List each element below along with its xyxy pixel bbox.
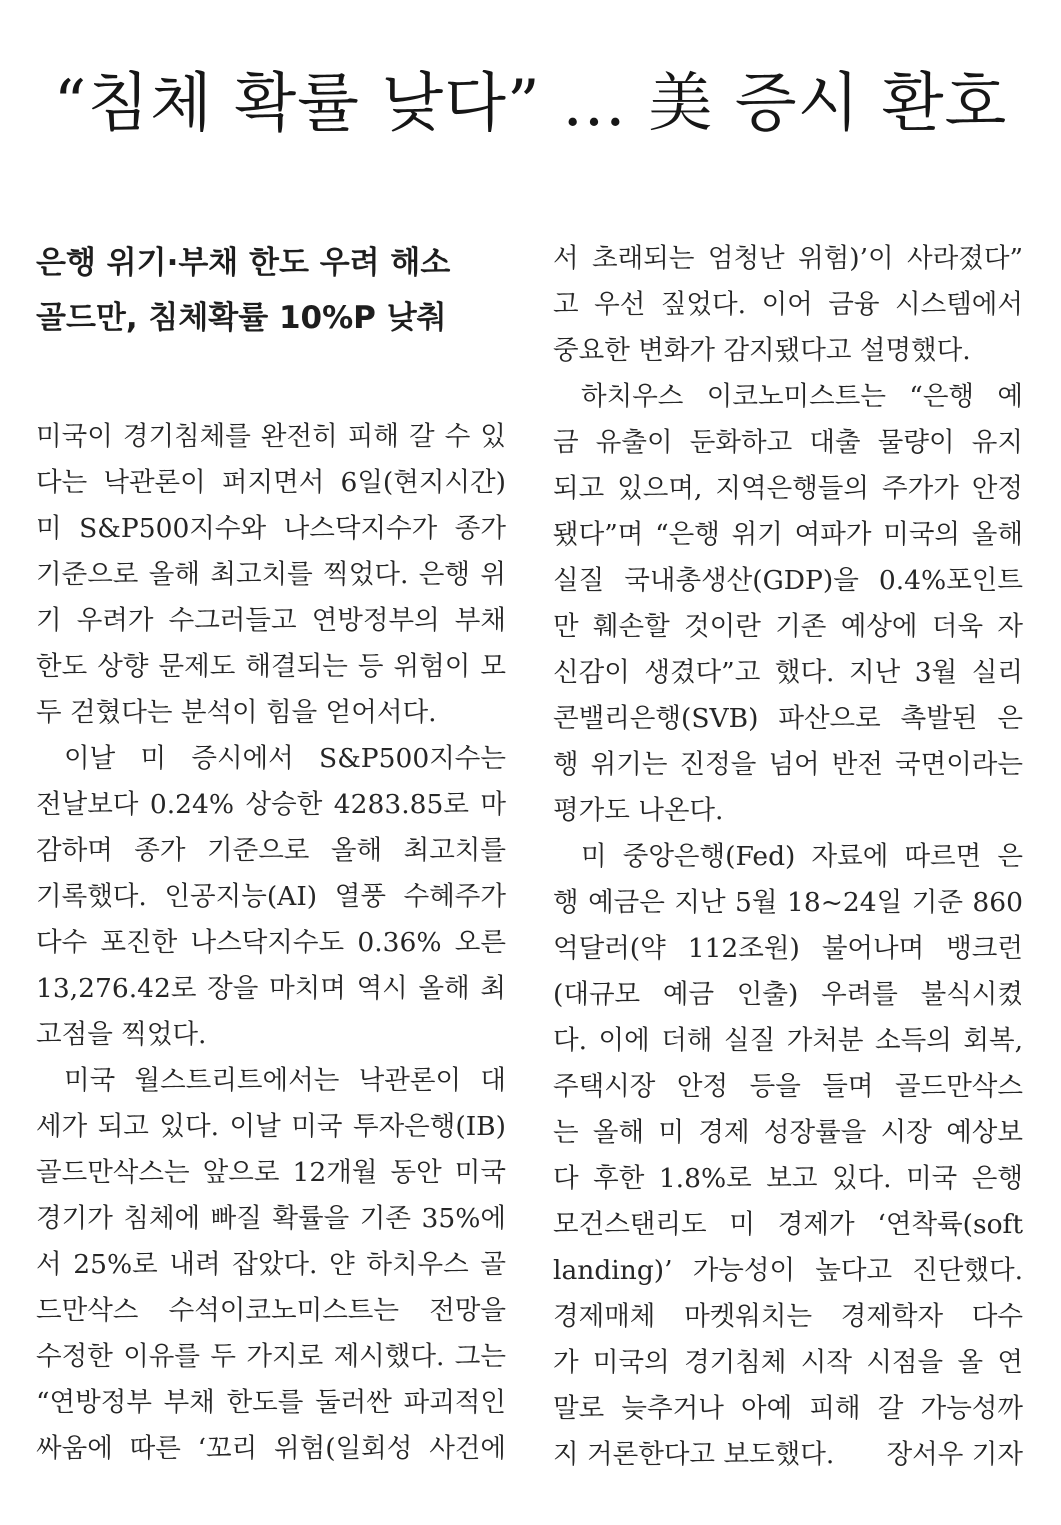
body-text-line: 미국이 경기침체를 완전히 피해 갈 수 있 <box>36 421 506 452</box>
subheadline-line: 골드만, 침체확률 10%P 낮춰 <box>36 300 447 336</box>
body-text-line: 다 후한 1.8%로 보고 있다. 미국 은행 <box>553 1163 1023 1194</box>
body-text-line: 다수 포진한 나스닥지수도 0.36% 오른 <box>36 927 506 958</box>
body-text-line: 한도 상향 문제도 해결되는 등 위험이 모 <box>36 651 506 682</box>
body-text-line: 고 우선 짚었다. 이어 금융 시스템에서 <box>553 289 1023 320</box>
body-text-line: “연방정부 부채 한도를 둘러싼 파괴적인 <box>36 1387 506 1418</box>
body-text-line: 기 우려가 수그러들고 연방정부의 부채 <box>36 605 506 636</box>
body-text-line: 만 훼손할 것이란 기존 예상에 더욱 자 <box>553 611 1023 642</box>
body-text-line: 감하며 종가 기준으로 올해 최고치를 <box>36 835 506 866</box>
subheadline-line: 은행 위기·부채 한도 우려 해소 <box>36 245 451 281</box>
body-text-line: 이날 미 증시에서 S&P500지수는 <box>64 743 506 774</box>
body-text-line: 기준으로 올해 최고치를 찍었다. 은행 위 <box>36 559 506 590</box>
body-text-line: 13,276.42로 장을 마치며 역시 올해 최 <box>36 973 506 1004</box>
body-text-line: 경기가 침체에 빠질 확률을 기존 35%에 <box>36 1203 506 1234</box>
body-text-line: 행 위기는 진정을 넘어 반전 국면이라는 <box>553 749 1023 780</box>
article-body-left-column <box>36 414 506 1472</box>
body-text-line: 주택시장 안정 등을 들며 골드만삭스 <box>553 1071 1023 1102</box>
byline: 장서우 기자 <box>886 1439 1023 1470</box>
body-text-line: 수정한 이유를 두 가지로 제시했다. 그는 <box>36 1341 506 1372</box>
body-text-line: 가 미국의 경기침체 시작 시점을 올 연 <box>553 1347 1023 1378</box>
body-text-line: 전날보다 0.24% 상승한 4283.85로 마 <box>36 789 506 820</box>
body-text-line: 하치우스 이코노미스트는 “은행 예 <box>581 381 1023 412</box>
body-text-line: 고점을 찍었다. <box>36 1019 207 1050</box>
body-text-line <box>553 1432 1023 1478</box>
headline: “침체 확률 낮다” … 美 증시 환호 <box>53 67 1008 141</box>
body-text-line: 서 25%로 내려 잡았다. 얀 하치우스 골 <box>36 1249 506 1280</box>
body-text-line: 중요한 변화가 감지됐다고 설명했다. <box>553 335 971 366</box>
body-text-line: 다. 이에 더해 실질 가처분 소득의 회복, <box>553 1025 1023 1056</box>
body-text-line: 콘밸리은행(SVB) 파산으로 촉발된 은 <box>553 703 1023 734</box>
body-text-line: 미 S&P500지수와 나스닥지수가 종가 <box>36 513 506 544</box>
subheadline <box>36 236 516 346</box>
body-text-line: 골드만삭스는 앞으로 12개월 동안 미국 <box>36 1157 506 1188</box>
body-text-line: 는 올해 미 경제 성장률을 시장 예상보 <box>553 1117 1023 1148</box>
body-text-line: 금 유출이 둔화하고 대출 물량이 유지 <box>553 427 1023 458</box>
body-text-line: 미 중앙은행(Fed) 자료에 따르면 은 <box>581 841 1023 872</box>
body-text-line: 실질 국내총생산(GDP)을 0.4%포인트 <box>553 565 1023 596</box>
body-text-line: 평가도 나온다. <box>553 795 724 826</box>
body-text-line: 경제매체 마켓워치는 경제학자 다수 <box>553 1301 1023 1332</box>
body-text: 지 거론한다고 보도했다. <box>553 1439 835 1470</box>
body-text-line: 서 초래되는 엄청난 위험)’이 사라졌다” <box>553 243 1023 274</box>
body-text-line: 드만삭스 수석이코노미스트는 전망을 <box>36 1295 506 1326</box>
body-text-line: 싸움에 따른 ‘꼬리 위험(일회성 사건에 <box>36 1433 506 1464</box>
body-text-line: 되고 있으며, 지역은행들의 주가가 안정 <box>553 473 1023 504</box>
body-text-line: 신감이 생겼다”고 했다. 지난 3월 실리 <box>553 657 1023 688</box>
body-text-line: 다는 낙관론이 퍼지면서 6일(현지시간) <box>36 467 506 498</box>
body-text-line: 됐다”며 “은행 위기 여파가 미국의 올해 <box>553 519 1023 550</box>
body-text-line: 말로 늦추거나 아예 피해 갈 가능성까 <box>553 1393 1023 1424</box>
body-text-line: landing)’ 가능성이 높다고 진단했다. <box>553 1255 1023 1286</box>
body-text-line: (대규모 예금 인출) 우려를 불식시켰 <box>553 979 1023 1010</box>
body-text-line: 모건스탠리도 미 경제가 ‘연착륙(soft <box>553 1209 1023 1240</box>
body-text-line: 억달러(약 112조원) 불어나며 뱅크런 <box>553 933 1023 964</box>
body-text-line: 세가 되고 있다. 이날 미국 투자은행(IB) <box>36 1111 506 1142</box>
body-text-line: 미국 월스트리트에서는 낙관론이 대 <box>64 1065 506 1096</box>
body-text-line: 기록했다. 인공지능(AI) 열풍 수혜주가 <box>36 881 506 912</box>
body-text-line: 행 예금은 지난 5월 18~24일 기준 860 <box>553 887 1023 918</box>
body-text-line: 두 걷혔다는 분석이 힘을 얻어서다. <box>36 697 437 728</box>
article-body-right-column <box>553 236 1023 1478</box>
